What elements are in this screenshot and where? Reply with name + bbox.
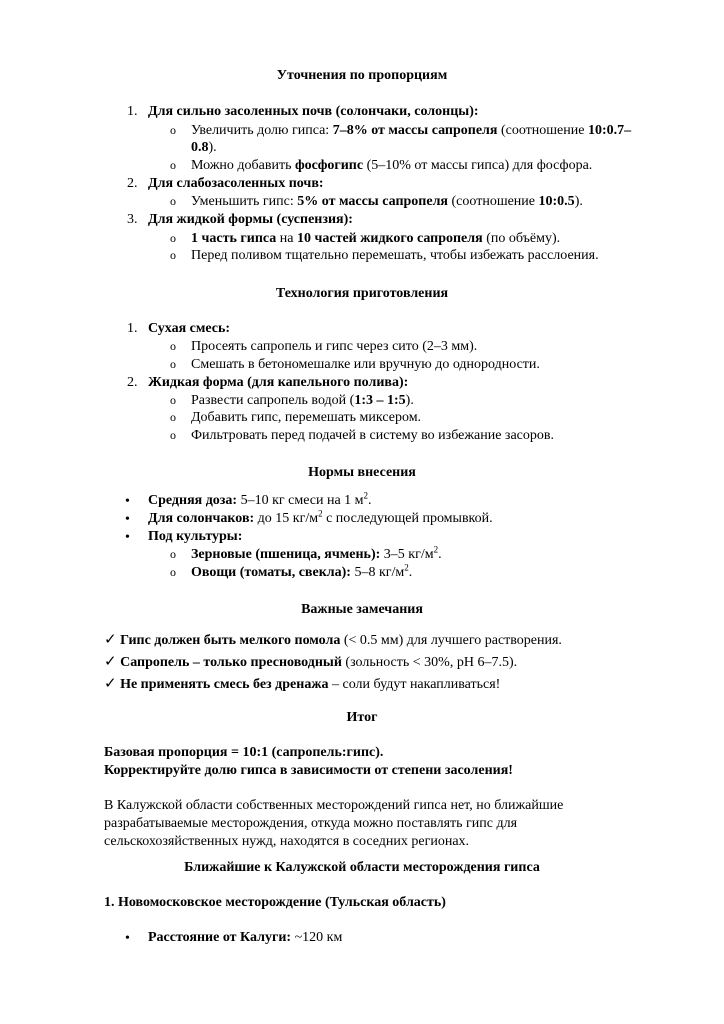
subsection-title: 1. Новомосковское месторождение (Тульская область) [104, 895, 446, 910]
checkmark-icon: ✓ [104, 676, 117, 692]
list-item: Просеять сапропель и гипс через сито (2–3 мм). [191, 339, 478, 354]
circle-bullet-icon: o [170, 547, 176, 561]
section-title-proportions: Уточнения по пропорциям [276, 68, 448, 83]
checkmark-icon: ✓ [104, 632, 117, 648]
circle-bullet-icon: o [170, 428, 176, 442]
summary-line: Базовая пропорция = 10:1 (сапропель:гипс). [104, 745, 384, 760]
list-item: Под культуры: [148, 529, 243, 544]
list-item: 1 часть гипса на 10 частей жидкого сапропеля (по объёму). [191, 231, 561, 246]
note-item: ✓ Сапропель – только пресноводный (зольность < 30%, pH 6–7.5). [104, 654, 518, 670]
note-item: ✓ Гипс должен быть мелкого помола (< 0.5 мм) для лучшего растворения. [104, 632, 562, 648]
list-number: 1. [127, 321, 138, 336]
list-item-continuation: 0.8). [191, 140, 217, 155]
list-heading: Жидкая форма (для капельного полива): [148, 375, 409, 390]
list-item: Можно добавить фосфогипс (5–10% от массы гипса) для фосфора. [191, 158, 593, 173]
list-number: 1. [127, 104, 138, 119]
summary-line: Корректируйте долю гипса в зависимости от степени засоления! [104, 763, 513, 778]
list-item: Средняя доза: 5–10 кг смеси на 1 $м^2$. [148, 490, 372, 508]
circle-bullet-icon: o [170, 248, 176, 262]
checkmark-icon: ✓ [104, 654, 117, 670]
list-heading: Для жидкой формы (суспензия): [148, 212, 353, 227]
circle-bullet-icon: o [170, 410, 176, 424]
list-item: Фильтровать перед подачей в систему во избежание засоров. [191, 428, 554, 443]
section-title-summary: Итог [346, 710, 378, 725]
bullet-icon: • [125, 530, 130, 545]
circle-bullet-icon: o [170, 123, 176, 137]
note-item: ✓ Не применять смесь без дренажа – соли будут накапливаться! [104, 676, 501, 692]
list-number: 3. [127, 212, 138, 227]
circle-bullet-icon: o [170, 194, 176, 208]
circle-bullet-icon: o [170, 357, 176, 371]
list-item: Смешать в бетономешалке или вручную до однородности. [191, 357, 540, 372]
section-title-deposits: Ближайшие к Калужской области месторождения гипса [184, 860, 540, 875]
list-item: Добавить гипс, перемешать миксером. [191, 410, 422, 425]
paragraph: В Калужской области собственных месторождений гипса нет, но ближайшие разрабатываемые месторождения, откуда можно поставлять гипс для сельскохозяйственных нужд, находятся в соседних регионах. [104, 798, 564, 849]
list-heading: Для слабозасоленных почв: [148, 176, 324, 191]
list-item: Увеличить долю гипса: 7–8% от массы сапропеля (соотношение 10:0.7– [191, 123, 632, 138]
bullet-icon: • [125, 494, 130, 509]
list-heading: Сухая смесь: [148, 321, 231, 336]
circle-bullet-icon: o [170, 231, 176, 245]
list-item: Развести сапропель водой (1:3 – 1:5). [191, 393, 414, 408]
section-title-technology: Технология приготовления [275, 286, 449, 301]
circle-bullet-icon: o [170, 393, 176, 407]
circle-bullet-icon: o [170, 158, 176, 172]
list-item: Расстояние от Калуги: ~120 км [148, 930, 343, 945]
list-item: Овощи (томаты, свекла): 5–8 $кг/м^2$. [191, 562, 413, 580]
circle-bullet-icon: o [170, 339, 176, 353]
bullet-icon: • [125, 931, 130, 946]
list-item: Уменьшить гипс: 5% от массы сапропеля (соотношение 10:0.5). [191, 194, 583, 209]
section-title-norms: Нормы внесения [308, 465, 416, 480]
list-item: Зерновые (пшеница, ячмень): 3–5 $кг/м^2$. [191, 544, 442, 562]
list-number: 2. [127, 375, 138, 390]
section-title-notes: Важные замечания [301, 602, 423, 617]
list-item: Для солончаков: до 15 $кг/м^2$ с последующей промывкой. [148, 508, 493, 526]
circle-bullet-icon: o [170, 565, 176, 579]
list-number: 2. [127, 176, 138, 191]
bullet-icon: • [125, 512, 130, 527]
list-heading: Для сильно засоленных почв (солончаки, солонцы): [148, 104, 479, 119]
list-item: Перед поливом тщательно перемешать, чтобы избежать расслоения. [191, 248, 599, 263]
